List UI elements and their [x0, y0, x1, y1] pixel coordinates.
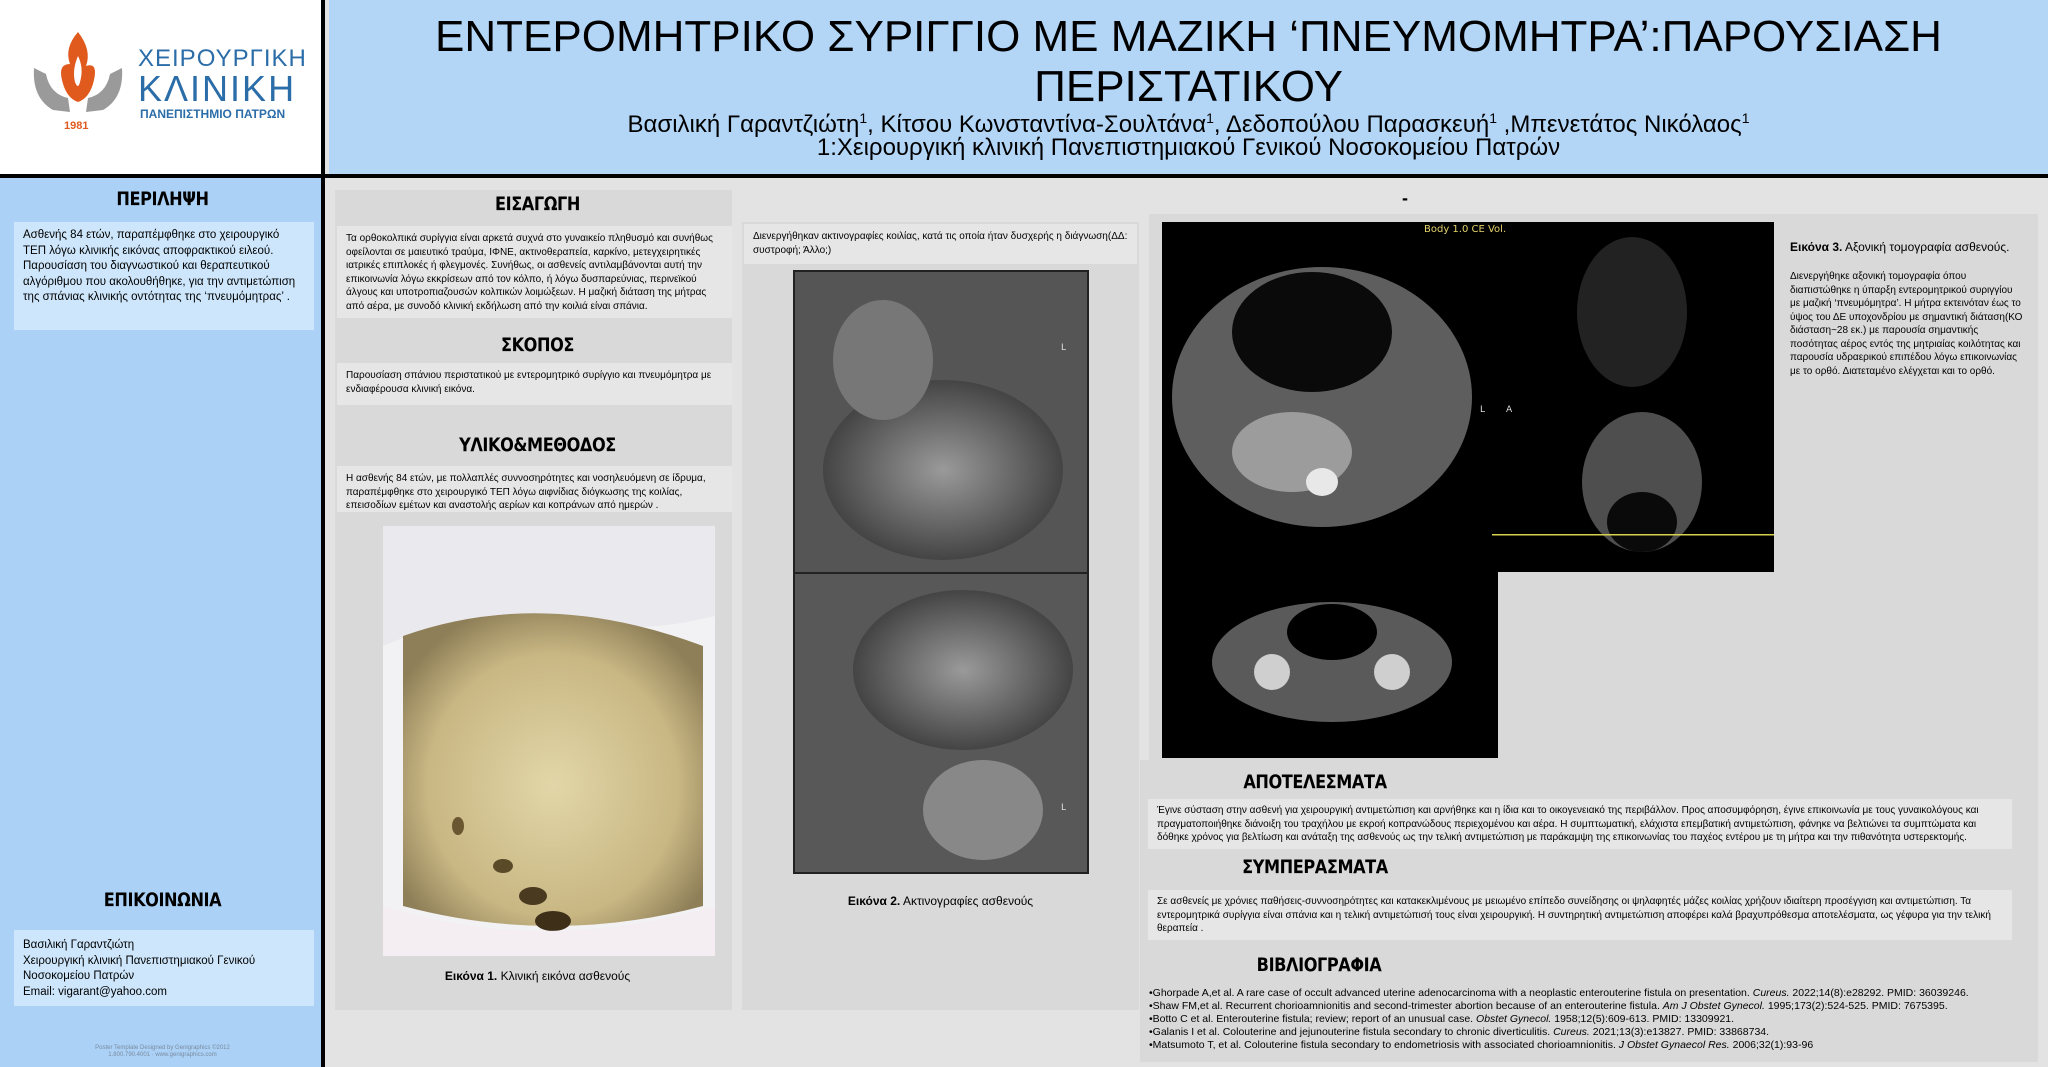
contact-hospital: Νοσοκομείου Πατρών	[23, 970, 135, 982]
reference-2-citation: 1995;173(2):524-525. PMID: 7675395.	[1764, 1000, 1948, 1012]
left-sidebar	[0, 178, 325, 1067]
poster-title	[329, 12, 2048, 112]
summary-heading: ΠΕΡΙΛΗΨΗ	[116, 188, 209, 210]
results-heading: ΑΠΟΤΕΛΕΣΜΑΤΑ	[1243, 771, 1387, 793]
figure-1-caption	[335, 969, 740, 983]
reference-4-text: •Galanis I et al. Colouterine and jejunouterine fistula secondary to chronic diverticulitis.	[1149, 1026, 1554, 1038]
template-credit	[0, 1045, 325, 1059]
logo-panel	[0, 0, 325, 176]
logo-text-line1: ΧΕΙΡΟΥΡΓΙΚΗ	[138, 45, 307, 72]
logo-year: 1981	[64, 120, 89, 132]
reference-item	[1149, 1039, 2003, 1052]
conclusions-text: Σε ασθενείς με χρόνιες παθήσεις-συννοσηρότητες και κατακεκλιμένους με μειωμένο επίπεδο συνείδησης οι ψηλαφητές μάζες κοιλίας χρήζουν ιδιαίτερη προσέγγιση και αντιμετώπιση. Τα εντερομητρικά συρίγγια είναι σπάνια και η τελική αντιμετώπισή τους είναι χειρουργική. Η συντηρητική αντιμετώπιση αποφέρει καλά βραχυπρόθεσμα αποτελέσματα, ως γέφυρα για την τελική θεραπεία .	[1148, 890, 2012, 940]
intro-text: Τα ορθοκολπικά συρίγγια είναι αρκετά συχνά στο γυναικείο πληθυσμό και συνήθως οφείλονται σε μαιευτικό τραύμα, ΙΦΝΕ, ακτινοθεραπεία, καρκίνο, μετεγχειρητικές ιατρικές επιπλοκές ή φλεγμονές. Συνήθως, οι ασθενείς αντιλαμβάνονται αυτή την επικοινωνία λόγω εκκρίσεων από τον κόλπο, ή λόγω δυσπαρεύνιας, περινεϊκού άλγους και υποτροπιαζουσών κολπικών λοιμώξεων. Η μαζική διάταση της μήτρας από αέρα, με συνοδό κλινική εκδήλωση από την κοιλιά είναι σπάνια.	[337, 226, 732, 318]
poster-title-line2: ΠΕΡΙΣΤΑΤΙΚΟΥ	[1034, 62, 1343, 111]
contact-dept: Χειρουργική κλινική Πανεπιστημιακού Γενικού	[23, 954, 256, 967]
reference-4-citation: 2021;13(3):e13827. PMID: 33868734.	[1589, 1026, 1770, 1038]
figure-1-label: Εικόνα 1.	[444, 969, 498, 983]
summary-text: Ασθενής 84 ετών, παραπέμφθηκε στο χειρουργικό ΤΕΠ λόγω κλινικής εικόνας αποφρακτικού ειλεού. Παρουσίαση του διαγνωστικού και θεραπευτικού αλγόριθμου που ακολουθήθηκε, για την αντιμετώπιση της σπάνιας κλινικής οντότητας της ‘πνευμόμητρας’ .	[14, 222, 314, 330]
clinical-photo	[383, 526, 715, 956]
author-sep-1: ,	[867, 111, 881, 138]
reference-3-text: •Botto C et al. Enterouterine fistula; review; report of an unusual case.	[1149, 1013, 1477, 1025]
references-list	[1140, 981, 2012, 1061]
reference-5-text: •Matsumoto T, et al. Colouterine fistula secondary to endometriosis with associated chorioamnionitis.	[1149, 1039, 1619, 1051]
figure-1-text: Κλινική εικόνα ασθενούς	[497, 969, 631, 983]
reference-item	[1149, 1013, 2003, 1026]
ct-overlay-label: Body 1.0 CE Vol.	[1424, 224, 1507, 235]
contact-heading: ΕΠΙΚΟΙΝΩΝΙΑ	[103, 889, 222, 911]
title-banner	[329, 0, 2048, 176]
xray-marker-2: L	[1061, 803, 1067, 813]
reference-5-citation: 2006;32(1):93-96	[1729, 1039, 1814, 1051]
figure-3-caption	[1790, 240, 2030, 254]
references-heading: ΒΙΒΛΙΟΓΡΑΦΙΑ	[1256, 954, 1382, 976]
figure-2-text: Ακτινογραφίες ασθενούς	[900, 894, 1034, 908]
template-credit-line1: Poster Template Designed by Genigraphics ©2012	[95, 1045, 230, 1051]
aim-text: Παρουσίαση σπάνιου περιστατικού με εντερομητρικό συρίγγιο και πνευμόμητρα με ενδιαφέρουσα κλινική εικόνα.	[337, 363, 732, 405]
author-sep-2: ,	[1213, 111, 1226, 138]
clinic-logo-emblem	[28, 28, 128, 128]
reference-5-journal: J Obstet Gynaecol Res.	[1618, 1039, 1730, 1051]
ct-images	[1162, 222, 1774, 758]
author-3: Δεδοπούλου Παρασκευή	[1225, 111, 1490, 138]
logo-text-line2: ΚΛΙΝΙΚΗ	[138, 68, 297, 109]
methods-heading: ΥΛΙΚΟ&ΜΕΘΟΔΟΣ	[459, 434, 616, 456]
reference-3-journal: Obstet Gynecol.	[1476, 1013, 1552, 1025]
author-sep-3: ,	[1496, 111, 1511, 138]
xray-marker-1: L	[1061, 343, 1067, 353]
contact-name: Βασιλική Γαραντζιώτη	[23, 939, 135, 951]
author-4: Μπενετάτος Νικόλαος	[1510, 111, 1742, 138]
reference-2-journal: Am J Obstet Gynecol.	[1662, 1000, 1765, 1012]
results-text: Έγινε σύσταση στην ασθενή για χειρουργική αντιμετώπιση και αρνήθηκε και η ίδια και το οικογενειακό της περιβάλλον. Προς αποσυμφόρηση, έγινε επικοινωνία με τους γυναικολόγους και πραγματοποιήθηκε διάνοιξη του τραχήλου με εκροή κοπρανώδους περιεχομένου και αέρα. Η συμπτωματική, ελάχιστα επεμβατική αντιμετώπιση, φάνηκε να βελτιώνει τα συμπτώματα και δόθηκε χρόνος για βελτίωση και ανάταξη της ασθενούς ως την τελική αντιμετώπιση με παράκαμψη της επικοινωνίας του παχέος εντέρου με τη μήτρα και την πιθανότητα υστερεκτομής.	[1148, 799, 2012, 849]
reference-item	[1149, 987, 2003, 1000]
figure-3-text: Αξονική τομογραφία ασθενούς.	[1842, 240, 2010, 254]
author-1: Βασιλική Γαραντζιώτη	[627, 111, 860, 138]
intro-heading: ΕΙΣΑΓΩΓΗ	[495, 193, 580, 215]
logo-text-line3: ΠΑΝΕΠΙΣΤΗΜΙΟ ΠΑΤΡΩΝ	[140, 107, 286, 121]
contact-box	[14, 930, 314, 1006]
poster-title-line1: ΕΝΤΕΡΟΜΗΤΡΙΚΟ ΣΥΡΙΓΓΙΟ ΜΕ ΜΑΖΙΚΗ ‘ΠΝΕΥΜΟΜΗΤΡΑ’:ΠΑΡΟΥΣΙΑΣΗ	[435, 12, 1942, 61]
reference-1-citation: 2022;14(8):e28292. PMID: 36039246.	[1789, 987, 1969, 999]
ct-text: Διενεργήθηκε αξονική τομογραφία όπου διαπιστώθηκε η ύπαρξη εντερομητρικού συριγγίου με μαζική ‘πνευμόμητρα’. Η μήτρα εκτεινόταν έως το ύψος του ΔΕ υποχονδρίου με σημαντική διάταση(ΚΟ διάσταση~28 εκ.) με παρουσία σημαντικής ποσότητας αέρος εντός της μητριαίας κοιλότητας και παρουσία υδραερικού επιπέδου λόγω επικοινωνίας με το ορθό. Διατεταμένο ελέγχεται και το ορθό.	[1790, 271, 2023, 377]
affiliation: 1:Χειρουργική κλινική Πανεπιστημιακού Γενικού Νοσοκομείου Πατρών	[816, 134, 1561, 161]
reference-item	[1149, 1000, 2003, 1013]
author-2: Κίτσου Κωνσταντίνα-Σουλτάνα	[880, 111, 1207, 138]
ct-marker-a: A	[1506, 405, 1513, 415]
reference-2-text: •Shaw FM,et al. Recurrent chorioamnionitis and second-trimester abortion because of an enterouterine fistula.	[1149, 1000, 1663, 1012]
reference-4-journal: Cureus.	[1553, 1026, 1590, 1038]
figure-2-caption	[742, 894, 1139, 908]
author-1-sup: 1	[859, 110, 868, 126]
contact-email[interactable]: Email: vigarant@yahoo.com	[23, 985, 167, 998]
author-3-sup: 1	[1489, 110, 1497, 126]
methods-text: Η ασθενής 84 ετών, με πολλαπλές συννοσηρότητες και νοσηλευόμενη σε ίδρυμα, παραπέμφθηκε στο χειρουργικό ΤΕΠ λόγω αιφνίδιας διόγκωσης της κοιλίας, επεισοδίων εμέτων και αναστολής αερίων και κοπράνων από ημερών .	[337, 466, 732, 512]
reference-item	[1149, 1026, 2003, 1039]
reference-3-citation: 1958;12(5):609-613. PMID: 13309921.	[1551, 1013, 1735, 1025]
reference-1-journal: Cureus.	[1752, 987, 1790, 999]
author-2-sup: 1	[1206, 110, 1214, 126]
top-dash: -	[1402, 188, 1408, 208]
figure-2-label: Εικόνα 2.	[847, 894, 901, 908]
ct-marker-l: L	[1480, 405, 1486, 415]
aim-heading: ΣΚΟΠΟΣ	[500, 334, 574, 356]
xray-text: Διενεργήθηκαν ακτινογραφίες κοιλίας, κατά τις οποία ήταν δυσχερής η διάγνωση(ΔΔ: συστροφή; Άλλο;)	[744, 224, 1137, 264]
xray-images	[793, 270, 1089, 874]
conclusions-heading: ΣΥΜΠΕΡΑΣΜΑΤΑ	[1242, 856, 1388, 878]
figure-3-label: Εικόνα 3.	[1790, 240, 1843, 254]
reference-1-text: •Ghorpade A,et al. A rare case of occult advanced uterine adenocarcinoma with a neoplastic enterouterine fistula on presentation.	[1149, 987, 1753, 999]
template-credit-line2: 1.800.790.4001 · www.genigraphics.com	[108, 1052, 217, 1058]
author-4-sup: 1	[1741, 110, 1750, 126]
